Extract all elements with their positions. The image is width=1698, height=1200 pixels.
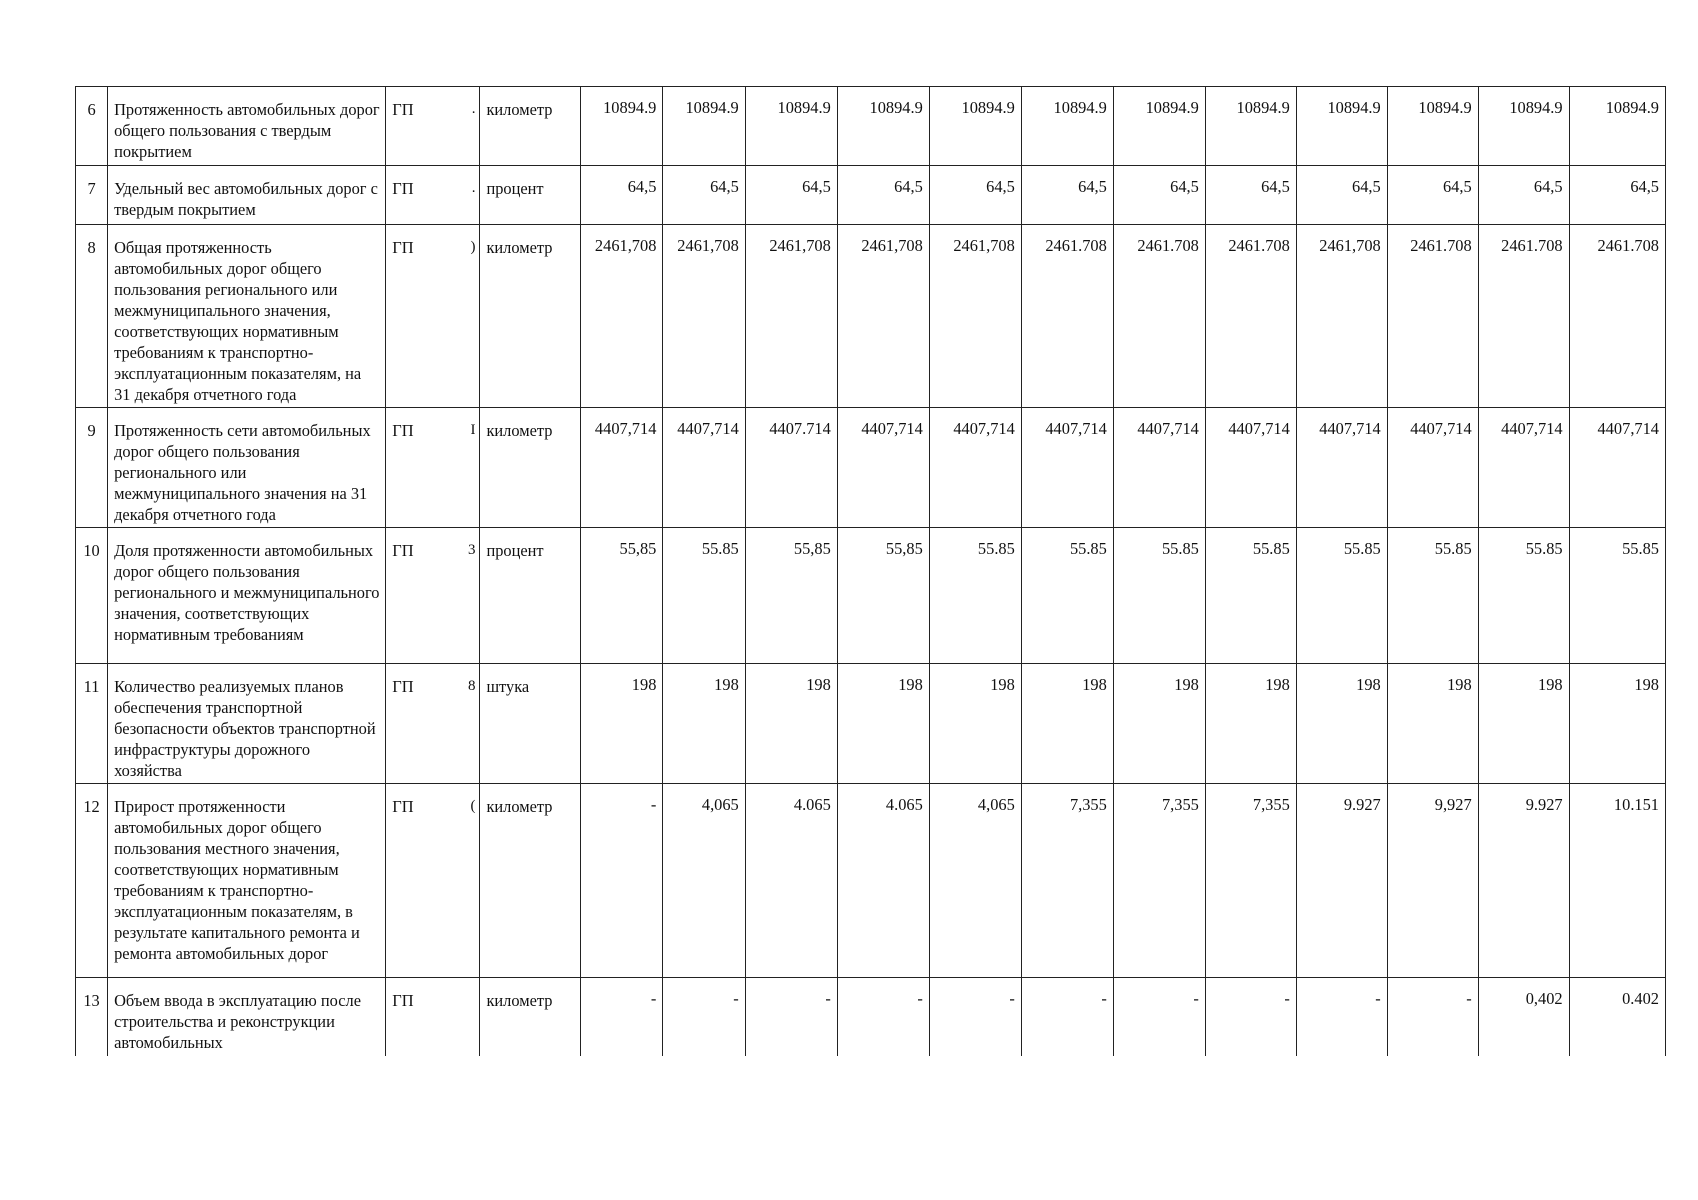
- value-cell: 2461,708: [581, 225, 663, 408]
- value-cell: 198: [1569, 664, 1665, 784]
- value-cell: 10.151: [1569, 784, 1665, 978]
- source-fragment-mark: ): [470, 239, 476, 255]
- table-row: [76, 784, 1666, 978]
- value-cell: 64,5: [663, 166, 745, 225]
- value-cell: 64,5: [1569, 166, 1665, 225]
- value-cell: -: [837, 978, 929, 1056]
- value-cell: 198: [837, 664, 929, 784]
- row-number-cell: 12: [76, 784, 108, 978]
- source-label: ГП: [392, 541, 414, 560]
- indicator-table-sheet: [75, 86, 1666, 1056]
- value-cell: -: [1205, 978, 1296, 1056]
- value-cell: 2461,708: [929, 225, 1021, 408]
- value-cell: 4,065: [663, 784, 745, 978]
- value-cell: 4407,714: [1387, 408, 1478, 528]
- value-cell: 198: [1478, 664, 1569, 784]
- source-cell: [386, 784, 480, 978]
- value-cell: 10894.9: [1387, 87, 1478, 166]
- value-cell: 55.85: [1021, 528, 1113, 664]
- value-cell: 64,5: [1205, 166, 1296, 225]
- table-row: [76, 225, 1666, 408]
- value-cell: 10894.9: [1113, 87, 1205, 166]
- value-cell: -: [581, 784, 663, 978]
- source-fragment-mark: 8: [467, 678, 476, 694]
- value-cell: -: [745, 978, 837, 1056]
- value-cell: 2461,708: [745, 225, 837, 408]
- unit-cell: километр: [480, 408, 581, 528]
- value-cell: 7,355: [1205, 784, 1296, 978]
- source-fragment-mark: .: [471, 101, 476, 117]
- value-cell: 4.065: [837, 784, 929, 978]
- value-cell: 198: [929, 664, 1021, 784]
- value-cell: 55.85: [1387, 528, 1478, 664]
- value-cell: -: [1387, 978, 1478, 1056]
- source-label: ГП: [392, 179, 414, 198]
- indicator-name-cell: Доля протяженности автомобильных дорог общего пользования регионального и межмуниципального значения, соответствующих нормативным требованиям: [108, 528, 386, 664]
- value-cell: -: [1113, 978, 1205, 1056]
- table-row: [76, 528, 1666, 664]
- value-cell: 4407,714: [663, 408, 745, 528]
- table-row: [76, 664, 1666, 784]
- value-cell: 10894.9: [1478, 87, 1569, 166]
- value-cell: 4407,714: [837, 408, 929, 528]
- indicator-name-cell: Прирост протяженности автомобильных дорог общего пользования местного значения, соответствующих нормативным требованиям к транспортно-эксплуатационным показателям, в результате капитального ремонта и ремонта автомобильных дорог: [108, 784, 386, 978]
- value-cell: -: [581, 978, 663, 1056]
- value-cell: 55.85: [1569, 528, 1665, 664]
- row-number-cell: 8: [76, 225, 108, 408]
- value-cell: 64,5: [1387, 166, 1478, 225]
- value-cell: 7,355: [1113, 784, 1205, 978]
- value-cell: 4407,714: [1205, 408, 1296, 528]
- value-cell: 10894.9: [1021, 87, 1113, 166]
- row-number-cell: 9: [76, 408, 108, 528]
- value-cell: 198: [1296, 664, 1387, 784]
- value-cell: 10894.9: [745, 87, 837, 166]
- source-cell: [386, 408, 480, 528]
- value-cell: 198: [663, 664, 745, 784]
- value-cell: 55.85: [1478, 528, 1569, 664]
- value-cell: 198: [745, 664, 837, 784]
- table-row: [76, 408, 1666, 528]
- value-cell: 4407,714: [1296, 408, 1387, 528]
- value-cell: 55.85: [929, 528, 1021, 664]
- source-label: ГП: [392, 100, 414, 119]
- source-fragment-mark: 3: [467, 542, 476, 558]
- indicator-name-cell: Удельный вес автомобильных дорог с твердым покрытием: [108, 166, 386, 225]
- unit-cell: процент: [480, 166, 581, 225]
- value-cell: 64,5: [1113, 166, 1205, 225]
- value-cell: 2461.708: [1021, 225, 1113, 408]
- value-cell: 10894.9: [581, 87, 663, 166]
- unit-cell: штука: [480, 664, 581, 784]
- value-cell: -: [1021, 978, 1113, 1056]
- source-fragment-mark: I: [470, 422, 476, 438]
- table-row: [76, 87, 1666, 166]
- value-cell: 55.85: [1205, 528, 1296, 664]
- indicator-table: [75, 86, 1666, 1056]
- unit-cell: километр: [480, 978, 581, 1056]
- source-label: ГП: [392, 421, 414, 440]
- value-cell: 2461.708: [1205, 225, 1296, 408]
- value-cell: 198: [1021, 664, 1113, 784]
- value-cell: 64,5: [1296, 166, 1387, 225]
- value-cell: 4.065: [745, 784, 837, 978]
- value-cell: 10894.9: [1569, 87, 1665, 166]
- source-cell: [386, 528, 480, 664]
- value-cell: 4407,714: [581, 408, 663, 528]
- value-cell: 64,5: [581, 166, 663, 225]
- value-cell: 4407,714: [929, 408, 1021, 528]
- value-cell: 2461,708: [837, 225, 929, 408]
- value-cell: 2461,708: [663, 225, 745, 408]
- source-fragment-mark: .: [471, 180, 476, 196]
- value-cell: 64,5: [1021, 166, 1113, 225]
- value-cell: -: [929, 978, 1021, 1056]
- row-number-cell: 7: [76, 166, 108, 225]
- value-cell: 2461.708: [1387, 225, 1478, 408]
- value-cell: 198: [1205, 664, 1296, 784]
- value-cell: 10894.9: [929, 87, 1021, 166]
- value-cell: 55,85: [837, 528, 929, 664]
- value-cell: 9.927: [1296, 784, 1387, 978]
- row-number-cell: 11: [76, 664, 108, 784]
- row-number-cell: 10: [76, 528, 108, 664]
- value-cell: 9.927: [1478, 784, 1569, 978]
- value-cell: 55,85: [745, 528, 837, 664]
- source-cell: [386, 664, 480, 784]
- source-label: ГП: [392, 797, 414, 816]
- value-cell: -: [1296, 978, 1387, 1056]
- unit-cell: километр: [480, 784, 581, 978]
- indicator-name-cell: Протяженность сети автомобильных дорог общего пользования регионального или межмуниципального значения на 31 декабря отчетного года: [108, 408, 386, 528]
- source-label: ГП: [392, 677, 414, 696]
- value-cell: 4407,714: [1569, 408, 1665, 528]
- source-label: ГП: [392, 238, 414, 257]
- row-number-cell: 6: [76, 87, 108, 166]
- value-cell: 0,402: [1478, 978, 1569, 1056]
- value-cell: 4,065: [929, 784, 1021, 978]
- indicator-name-cell: Общая протяженность автомобильных дорог общего пользования регионального или межмуниципального значения, соответствующих нормативным требованиям к транспортно-эксплуатационным показателям, на 31 декабря отчетного года: [108, 225, 386, 408]
- value-cell: 55.85: [663, 528, 745, 664]
- value-cell: 9,927: [1387, 784, 1478, 978]
- value-cell: 2461.708: [1113, 225, 1205, 408]
- value-cell: 4407,714: [1478, 408, 1569, 528]
- indicator-name-cell: Количество реализуемых планов обеспечения транспортной безопасности объектов транспортной инфраструктуры дорожного хозяйства: [108, 664, 386, 784]
- value-cell: 0.402: [1569, 978, 1665, 1056]
- unit-cell: километр: [480, 225, 581, 408]
- value-cell: 198: [581, 664, 663, 784]
- value-cell: 10894.9: [663, 87, 745, 166]
- source-fragment-mark: (: [470, 798, 476, 814]
- value-cell: 10894.9: [1205, 87, 1296, 166]
- source-cell: [386, 978, 480, 1056]
- source-cell: [386, 225, 480, 408]
- value-cell: 2461.708: [1478, 225, 1569, 408]
- value-cell: 55.85: [1296, 528, 1387, 664]
- value-cell: 2461.708: [1569, 225, 1665, 408]
- value-cell: 198: [1113, 664, 1205, 784]
- value-cell: 64,5: [929, 166, 1021, 225]
- value-cell: 4407.714: [745, 408, 837, 528]
- indicator-name-cell: Протяженность автомобильных дорог общего пользования с твердым покрытием: [108, 87, 386, 166]
- table-row: [76, 978, 1666, 1056]
- value-cell: 10894.9: [837, 87, 929, 166]
- unit-cell: процент: [480, 528, 581, 664]
- row-number-cell: 13: [76, 978, 108, 1056]
- unit-cell: километр: [480, 87, 581, 166]
- value-cell: -: [663, 978, 745, 1056]
- table-row: [76, 166, 1666, 225]
- value-cell: 64,5: [745, 166, 837, 225]
- source-cell: [386, 166, 480, 225]
- source-cell: [386, 87, 480, 166]
- value-cell: 4407,714: [1113, 408, 1205, 528]
- indicator-name-cell: Объем ввода в эксплуатацию после строительства и реконструкции автомобильных: [108, 978, 386, 1056]
- value-cell: 64,5: [837, 166, 929, 225]
- source-label: ГП: [392, 991, 414, 1010]
- value-cell: 55,85: [581, 528, 663, 664]
- value-cell: 55.85: [1113, 528, 1205, 664]
- value-cell: 2461,708: [1296, 225, 1387, 408]
- value-cell: 7,355: [1021, 784, 1113, 978]
- value-cell: 64,5: [1478, 166, 1569, 225]
- value-cell: 198: [1387, 664, 1478, 784]
- value-cell: 4407,714: [1021, 408, 1113, 528]
- value-cell: 10894.9: [1296, 87, 1387, 166]
